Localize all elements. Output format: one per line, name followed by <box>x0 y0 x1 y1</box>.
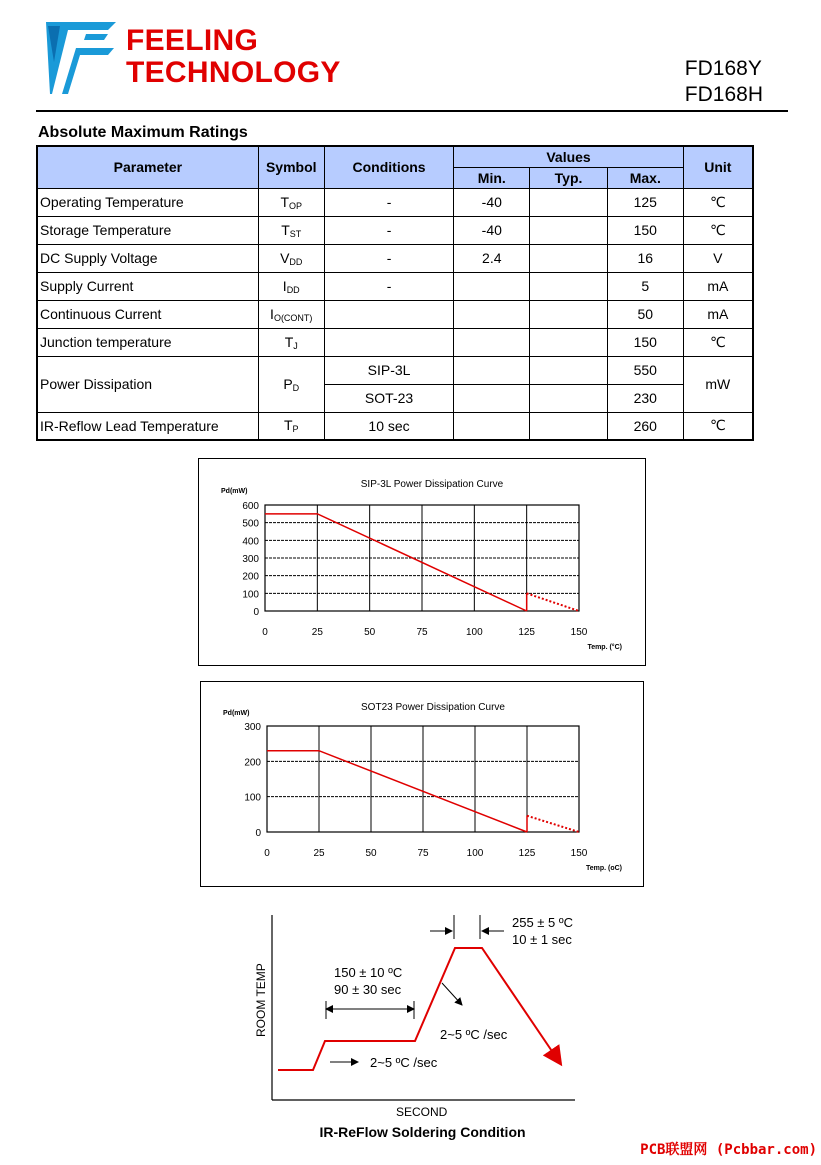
header-conditions: Conditions <box>324 146 454 188</box>
symbol-main: T <box>281 221 290 238</box>
table-row <box>37 300 753 328</box>
cell-parameter: DC Supply Voltage <box>37 244 258 272</box>
reflow-x-label: SECOND <box>396 1105 448 1119</box>
symbol-main: V <box>280 249 290 266</box>
cell-symbol <box>258 300 324 328</box>
cell-conditions: SOT-23 <box>324 384 454 412</box>
reflow-profile-line <box>278 948 560 1070</box>
reflow-diagram <box>250 905 580 1120</box>
cell-min <box>454 328 530 356</box>
cell-symbol <box>258 272 324 300</box>
watermark: PCB联盟网 (Pcbbar.com) <box>640 1142 817 1158</box>
symbol-main: I <box>282 277 287 294</box>
cell-symbol <box>258 356 324 412</box>
table-row <box>37 188 753 216</box>
y-tick-label: 0 <box>255 828 261 839</box>
cell-max: 16 <box>607 244 683 272</box>
soak-time-label: 90 ± 30 sec <box>334 982 402 997</box>
cell-conditions: - <box>324 216 454 244</box>
cell-max: 150 <box>607 328 683 356</box>
sip3l-power-chart <box>199 459 645 665</box>
cell-max: 550 <box>607 356 683 384</box>
x-tick-label: 0 <box>264 848 270 859</box>
x-tick-label: 50 <box>365 848 377 859</box>
x-tick-label: 100 <box>465 627 483 638</box>
sip3l-chart-panel <box>198 458 646 666</box>
header-values: Values <box>454 146 683 167</box>
y-axis-label: Pd(mW) <box>221 488 248 495</box>
cell-max: 125 <box>607 188 683 216</box>
table-row <box>37 216 753 244</box>
cell-parameter: IR-Reflow Lead Temperature <box>37 412 258 440</box>
cell-min: -40 <box>454 188 530 216</box>
reflow-y-label: ROOM TEMP <box>254 963 268 1037</box>
cell-max: 5 <box>607 272 683 300</box>
cell-unit: mA <box>683 300 753 328</box>
cell-unit: V <box>683 244 753 272</box>
y-tick-label: 300 <box>242 554 259 565</box>
y-tick-label: 200 <box>242 571 259 583</box>
part-numbers <box>685 56 763 108</box>
header-max: Max. <box>607 167 683 188</box>
cell-conditions: - <box>324 244 454 272</box>
cell-unit: ℃ <box>683 188 753 216</box>
cell-typ <box>530 412 608 440</box>
cell-typ <box>530 188 608 216</box>
x-tick-label: 0 <box>262 627 268 638</box>
cell-conditions: SIP-3L <box>324 356 454 384</box>
ratings-table <box>36 145 754 441</box>
part-number-2: FD168H <box>684 83 763 106</box>
table-row <box>37 328 753 356</box>
section-title: Absolute Maximum Ratings <box>38 124 248 141</box>
cell-symbol <box>258 216 324 244</box>
table-row <box>37 412 753 440</box>
y-tick-label: 300 <box>244 722 261 733</box>
cell-conditions: - <box>324 188 454 216</box>
cell-typ <box>530 384 608 412</box>
symbol-sub: P <box>292 424 299 435</box>
cell-max: 150 <box>607 216 683 244</box>
header-typ: Typ. <box>530 167 608 188</box>
x-tick-label: 125 <box>518 627 536 638</box>
cell-max: 50 <box>607 300 683 328</box>
y-tick-label: 100 <box>244 792 261 804</box>
cell-symbol <box>258 328 324 356</box>
symbol-sub: DD <box>289 256 303 267</box>
cell-min <box>454 300 530 328</box>
cell-symbol <box>258 188 324 216</box>
cell-max: 260 <box>607 412 683 440</box>
symbol-main: I <box>270 305 274 322</box>
cell-typ <box>530 356 608 384</box>
y-tick-label: 0 <box>253 607 259 618</box>
cell-parameter: Operating Temperature <box>37 188 258 216</box>
cell-unit: ℃ <box>683 412 753 440</box>
y-tick-label: 200 <box>244 757 261 769</box>
symbol-main: P <box>283 375 293 392</box>
header-min: Min. <box>454 167 530 188</box>
symbol-sub: O(CONT) <box>273 312 313 323</box>
y-tick-label: 600 <box>242 501 259 512</box>
derating-curve <box>265 514 527 611</box>
cell-min <box>454 384 530 412</box>
soak-temp-label: 150 ± 10 ºC <box>334 965 403 980</box>
cell-parameter: Supply Current <box>37 272 258 300</box>
x-tick-label: 150 <box>570 627 588 638</box>
peak-temp-label: 255 ± 5 ºC <box>512 915 574 930</box>
header-divider <box>36 110 788 112</box>
x-tick-label: 25 <box>311 627 323 638</box>
peak-time-label: 10 ± 1 sec <box>512 932 572 947</box>
y-tick-label: 100 <box>242 589 259 601</box>
symbol-main: T <box>283 417 293 434</box>
x-axis-label: Temp. (oC) <box>585 865 622 872</box>
cell-conditions: - <box>324 272 454 300</box>
sot23-power-chart <box>201 682 643 886</box>
cell-typ <box>530 328 608 356</box>
header-unit: Unit <box>683 146 753 188</box>
derating-curve-extension <box>527 816 579 832</box>
symbol-main: T <box>280 193 290 210</box>
company-logo-icon <box>46 22 116 94</box>
cell-parameter: Junction temperature <box>37 328 258 356</box>
cell-conditions: 10 sec <box>324 412 454 440</box>
header-parameter: Parameter <box>37 146 258 188</box>
cell-min <box>454 356 530 384</box>
cell-min <box>454 272 530 300</box>
chart-title: SIP-3L Power Dissipation Curve <box>360 479 504 490</box>
x-axis-label: Temp. (°C) <box>587 644 622 651</box>
symbol-sub: J <box>293 340 298 351</box>
cell-max: 230 <box>607 384 683 412</box>
sot23-chart-panel <box>200 681 644 887</box>
cell-typ <box>530 216 608 244</box>
company-line-2: TECHNOLOGY <box>126 56 341 89</box>
cell-unit: mA <box>683 272 753 300</box>
cell-symbol <box>258 244 324 272</box>
symbol-sub: DD <box>286 284 300 295</box>
x-tick-label: 150 <box>570 848 588 859</box>
cell-typ <box>530 300 608 328</box>
y-tick-label: 400 <box>242 536 259 548</box>
cell-symbol <box>258 412 324 440</box>
symbol-main: T <box>284 333 294 350</box>
table-row <box>37 272 753 300</box>
x-tick-label: 50 <box>364 627 376 638</box>
cell-parameter: Power Dissipation <box>37 356 258 412</box>
reflow-title: IR-ReFlow Soldering Condition <box>319 1124 526 1140</box>
chart-title: SOT23 Power Dissipation Curve <box>361 702 505 713</box>
cell-min <box>454 412 530 440</box>
cell-unit: ℃ <box>683 216 753 244</box>
header-symbol: Symbol <box>258 146 324 188</box>
cell-unit: ℃ <box>683 328 753 356</box>
cell-min: 2.4 <box>454 244 530 272</box>
cell-conditions <box>324 328 454 356</box>
part-number-1: FD168Y <box>684 57 762 80</box>
table-row <box>37 244 753 272</box>
cell-typ <box>530 272 608 300</box>
company-line-1: FEELING <box>126 24 259 57</box>
y-tick-label: 500 <box>242 518 259 530</box>
derating-curve <box>267 751 527 832</box>
x-tick-label: 125 <box>518 848 536 859</box>
derating-curve-extension <box>527 593 579 611</box>
x-tick-label: 75 <box>416 627 428 638</box>
cell-unit: mW <box>683 356 753 412</box>
cell-conditions <box>324 300 454 328</box>
table-row <box>37 356 753 384</box>
cell-parameter: Continuous Current <box>37 300 258 328</box>
x-tick-label: 100 <box>466 848 484 859</box>
cell-parameter: Storage Temperature <box>37 216 258 244</box>
x-tick-label: 25 <box>313 848 325 859</box>
ramp1-label: 2~5 ºC /sec <box>370 1055 438 1070</box>
cell-typ <box>530 244 608 272</box>
y-axis-label: Pd(mW) <box>223 710 250 717</box>
cell-min: -40 <box>454 216 530 244</box>
symbol-sub: OP <box>289 200 303 211</box>
symbol-sub: ST <box>289 228 302 239</box>
symbol-sub: D <box>292 382 300 393</box>
ramp2-label: 2~5 ºC /sec <box>440 1027 508 1042</box>
company-name <box>126 25 341 89</box>
ramp2-arrow <box>442 983 462 1005</box>
x-tick-label: 75 <box>417 848 429 859</box>
